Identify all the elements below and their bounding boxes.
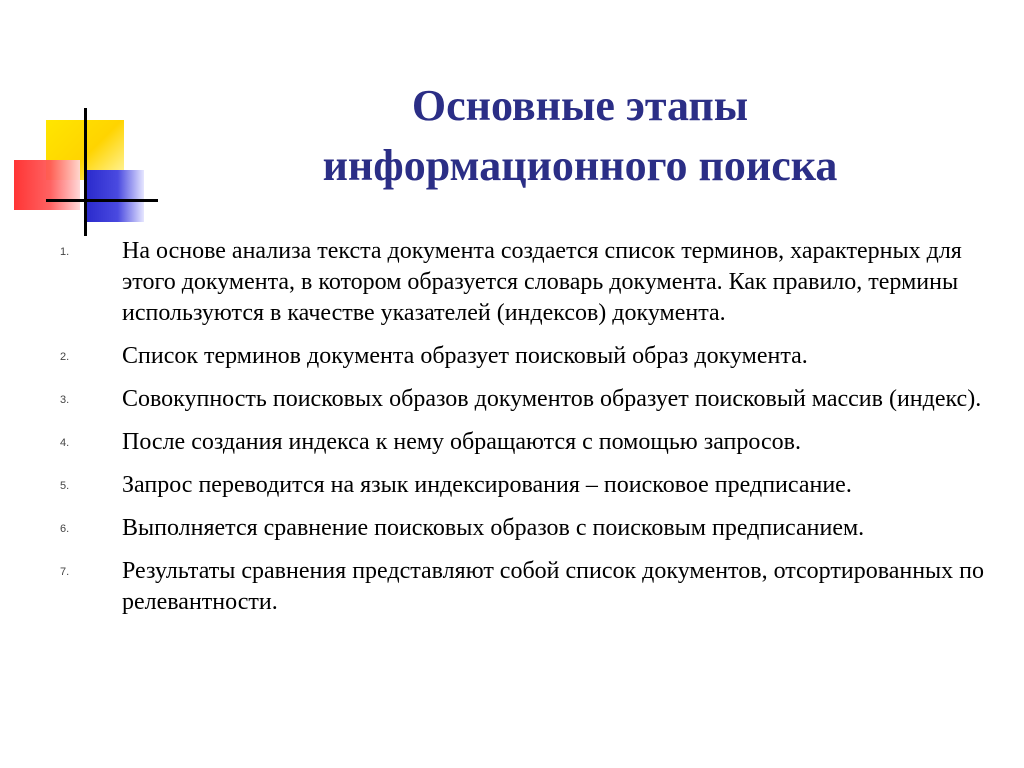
title-line-1: Основные этапы [411, 81, 749, 130]
item-text: Выполняется сравнение поисковых образов с поисковым предписанием. [122, 515, 865, 541]
steps-list [60, 236, 1000, 630]
list-item [60, 470, 1000, 501]
item-text: На основе анализа текста документа создается список терминов, характерных для этого документа, в котором образуется словарь документа. Как правило, термины используются в качестве указателей (индексов) документа. [122, 238, 962, 326]
item-text: Совокупность поисковых образов документов образует поисковый массив (индекс). [122, 386, 982, 412]
list-item [60, 556, 1000, 618]
item-number: 2. [60, 351, 70, 363]
list-item [60, 513, 1000, 544]
slide-title [170, 76, 990, 196]
item-number: 4. [60, 437, 70, 449]
blue-square [86, 170, 144, 222]
list-item [60, 427, 1000, 458]
title-line-2: информационного поиска [322, 141, 838, 190]
list-item [60, 341, 1000, 372]
item-text: Результаты сравнения представляют собой список документов, отсортированных по релевантности. [122, 558, 985, 615]
item-text: Список терминов документа образует поисковый образ документа. [122, 343, 808, 369]
horizontal-line [46, 199, 158, 202]
item-text: Запрос переводится на язык индексирования – поисковое предписание. [122, 472, 852, 498]
item-number: 6. [60, 523, 70, 535]
red-square [14, 160, 80, 210]
list-item [60, 384, 1000, 415]
list-item [60, 236, 1000, 329]
item-text: После создания индекса к нему обращаются с помощью запросов. [122, 429, 801, 455]
item-number: 1. [60, 246, 70, 258]
vertical-line [84, 108, 87, 236]
item-number: 3. [60, 394, 70, 406]
item-number: 7. [60, 566, 70, 578]
decorative-squares-logo [0, 0, 160, 240]
item-number: 5. [60, 480, 70, 492]
